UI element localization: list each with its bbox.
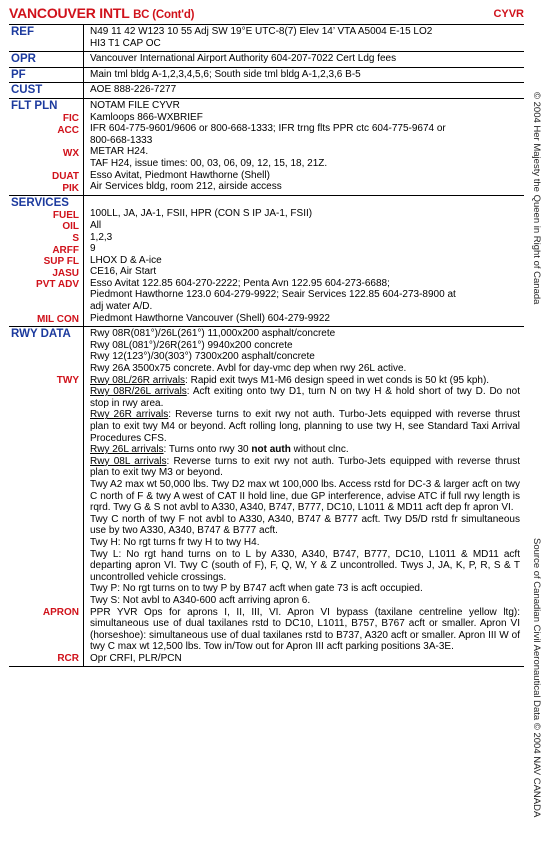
cfs-entry-table [9,24,524,667]
note-text: : Turns onto rwy 30 [163,444,252,456]
section-rwy-data [9,327,524,667]
text-line: Rwy 08R(081°)/26L(261°) 11,000x200 asphalt/concrete [90,328,336,340]
section-title: RWY DATA [11,328,71,341]
airport-ident: CYVR [493,8,524,20]
section-services [9,196,524,328]
taxiway-note [90,514,520,537]
text-line: 1,2,3 [90,231,113,243]
section-content [84,196,524,327]
note-text: Twy C north of twy F not avbl to A330, A340, B747 & B777 acft. Twy D5/D rstd fr simultaneous use by two A330, A340, B747 & B777 acft. [90,513,520,537]
note-heading: Rwy 26L arrivals [90,444,164,456]
note-text: Twy H: No rgt turns fr twy H to twy H4. [90,536,260,548]
text-line: 9 [90,243,96,255]
taxiway-note [90,537,520,549]
sub-label: FIC [62,112,79,124]
page-header [9,4,524,24]
note-heading: Rwy 26R arrivals [90,409,169,421]
text-line: AOE 888-226-7277 [90,84,177,96]
section-opr [9,52,524,68]
text-line: Vancouver International Airport Authority 604-207-7022 Cert Ldg fees [90,53,397,65]
text-line: Esso Avitat 122.85 604-270-2222; Penta Avn 122.95 604-273-6688; [90,277,390,289]
section-content [84,52,524,67]
taxiway-note [90,583,520,595]
section-label [9,99,84,195]
sub-label: JASU [52,267,79,279]
note-text: Twy S: Not avbl to A340-600 acft arriving apron 6. [90,594,311,606]
text-line: METAR H24. [90,146,149,158]
section-title: FLT PLN [11,99,58,112]
taxiway-note [90,444,520,456]
data-source-note: Source of Canadian Civil Aeronautical Data © 2004 NAV CANADA [531,538,542,818]
crown-copyright-note: © 2004 Her Majesty the Queen in Right of Canada [531,92,542,305]
text-line: Air Services bldg, room 212, airside access [90,181,282,193]
section-cust [9,83,524,99]
text-line: CE16, Air Start [90,266,157,278]
text-line: Rwy 12(123°)/30(303°) 7300x200 asphalt/concrete [90,351,315,363]
note-heading: Rwy 08L/26R arrivals [90,374,186,386]
note-text: Twy P: No rgt turns on to twy P by B747 acft when gate 73 is acft occupied. [90,583,423,595]
section-label [9,196,84,327]
text-line: HI3 T1 CAP OC [90,37,161,49]
note-text: : Rapid exit twys M1-M6 design speed in wet conds is 50 kt (95 kph). [185,374,490,386]
section-content [84,99,524,195]
sub-label: TWY [56,374,79,386]
tail-note: Opr CRFI, PLR/PCN [90,652,182,664]
text-line: Kamloops 866-WXBRIEF [90,111,203,123]
section-content [84,25,524,51]
section-content [84,68,524,83]
taxiway-note [90,456,520,479]
section-title: PF [11,68,26,81]
section-label [9,327,84,666]
section-label [9,83,84,98]
section-label [9,25,84,51]
section-label [9,52,84,67]
airport-name: VANCOUVER INTL [9,5,130,21]
text-line: adj water A/D. [90,301,153,313]
sub-label: PVT ADV [36,279,79,291]
section-label [9,68,84,83]
section-pf [9,68,524,84]
sub-label: RCR [57,652,79,664]
sub-label: ARFF [52,244,79,256]
sub-label: OIL [62,221,79,233]
text-line: 100LL, JA, JA-1, FSII, HPR (CON S IP JA-1, FSII) [90,208,313,220]
section-title: CUST [11,84,43,97]
text-line: N49 11 42 W123 10 55 Adj SW 19°E UTC-8(7) Elev 14’ VTA A5004 E-15 LO2 [90,26,433,37]
text-line: Piedmont Hawthorne Vancouver (Shell) 604-279-9922 [90,312,330,324]
taxiway-note [90,375,520,387]
sub-label: DUAT [51,170,79,182]
taxiway-notes [90,375,520,607]
sub-label: S [72,232,79,244]
text-line: Rwy 08L(081°)/26R(261°) 9940x200 concrete [90,339,293,351]
note-text: Twy A2 max wt 50,000 lbs. Twy D2 max wt 100,000 lbs. Access rstd for DC-3 & larger acft on twy C north of F & twy A west of CAT II hold line, due GP interference, advise ATC if full rwy length is rqrd. Twy G & S not avbl to A330, A340, B747, B777, DC10, L1011 & MD11 acft dep fr apron VI. [90,478,520,514]
note-text: : Reverse turns to exit rwy not auth. Turbo-Jets equipped with reverse thrust plan to exit twy M4 or beyond. Acft rolling long, planning to use twy H, see Standard Taxi Arrival Procedures CFS. [90,409,520,444]
text-line: TAF H24, issue times: 00, 03, 06, 09, 12, 15, 18, 21Z. [90,157,328,169]
section-title: OPR [11,53,36,66]
sub-label: APRON [42,606,79,618]
taxiway-note [90,479,520,514]
tail-note: PPR YVR Ops for aprons I, II, III, VI. Apron VI bypass (taxilane centreline yellow ltg): simultaneous use of dual taxilanes rstd to DC10, L1011, B757, B767 acft or smaller. Apron VI (horseshoe): simultaneous use of dual taxilanes rstd to B737, A320 acft or smaller. Apron III W of twy C max wt 12,500 lbs. Tow in/Tow out for Apron III acft parking positions 3A-3E. [90,606,520,653]
sub-label: WX [62,147,79,159]
note-text: without clnc. [290,444,349,456]
text-line: Main tml bldg A-1,2,3,4,5,6; South side tml bldg A-1,2,3,6 B-5 [90,68,361,80]
section-title: SERVICES [11,196,69,209]
text-line: LHOX D & A-ice [90,254,162,266]
note-emphasis: not auth [251,444,291,456]
sub-label: MIL CON [36,314,79,326]
taxiway-note [90,386,520,409]
text-line: Rwy 26A 3500x75 concrete. Avbl for day-vmc dep when rwy 26L active. [90,363,407,375]
section-content [84,327,524,666]
text-line: Esso Avitat, Piedmont Hawthorne (Shell) [90,169,270,181]
section-title: REF [11,26,34,38]
section-content [84,83,524,98]
sub-label: SUP FL [43,256,79,268]
note-text: Twy L: No rgt hand turns on to L by A330, A340, B747, B777, DC10, L1011 & MD11 acft departing apron VI. Twy C (south of F), F, Q, W, Y & Z uncontrolled. Twys J, JA, K, P, R, S & T uncontrolled vehicle crossings. [90,548,520,583]
note-text: : Acft exiting onto twy D1, turn N on twy H & hold short of twy D. Do not stop in rwy area. [90,386,520,409]
sub-label: FUEL [52,209,79,221]
note-text: : Reverse turns to exit rwy not auth. Turbo-Jets equipped with reverse thrust plan to exit twy M3 or beyond. [90,455,521,479]
text-line: NOTAM FILE CYVR [90,99,180,111]
text-line: Piedmont Hawthorne 123.0 604-279-9922; Seair Services 122.85 604-273-8900 at [90,289,456,301]
text-line: All [90,219,102,231]
section-ref [9,25,524,52]
text-line: 800-668-1333 [90,134,153,146]
sub-label: PIK [62,182,79,194]
airport-title [9,5,194,21]
note-heading: Rwy 08R/26L arrivals [90,386,187,398]
note-heading: Rwy 08L arrivals [90,455,167,467]
taxiway-note [90,549,520,584]
sub-label: ACC [57,124,79,136]
text-line: IFR 604-775-9601/9606 or 800-668-1333; IFR trng flts PPR ctc 604-775-9674 or [90,123,446,135]
taxiway-note [90,595,520,607]
section-flt-pln [9,99,524,196]
taxiway-note [90,409,520,444]
airport-subtitle: BC (Cont'd) [133,9,195,21]
text-line [90,197,520,209]
